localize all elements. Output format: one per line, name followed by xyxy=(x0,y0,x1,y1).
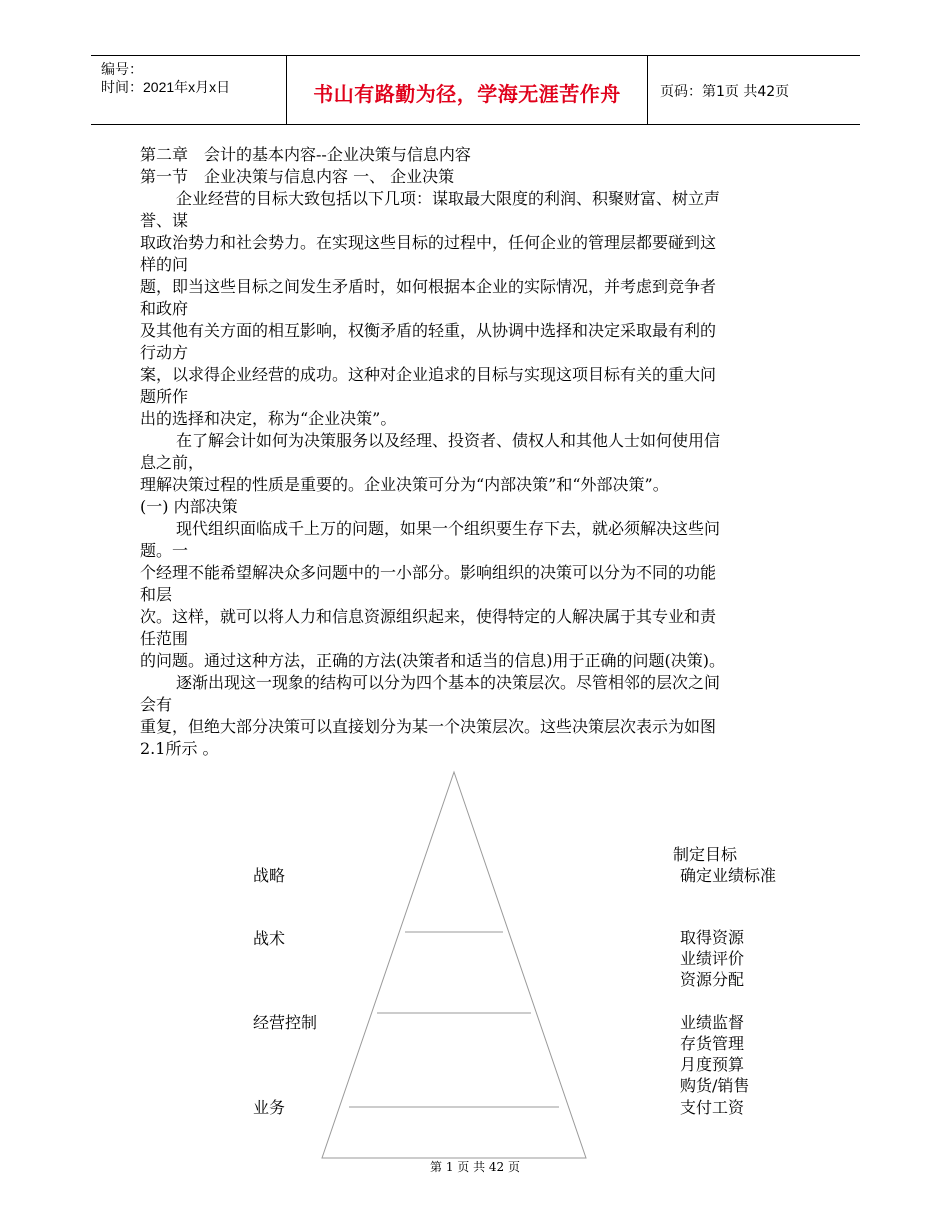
paragraph-line: 任范围 xyxy=(140,629,189,648)
paragraph-line: 现代组织面临成千上万的问题，如果一个组织要生存下去，就必须解决这些问 xyxy=(176,519,721,538)
paragraph-line: 次。这样，就可以将人力和信息资源组织起来，使得特定的人解决属于其专业和责 xyxy=(140,607,717,626)
page-info: 页码：第1页 共42页 xyxy=(660,84,790,100)
paragraph-line: 取政治势力和社会势力。在实现这些目标的过程中，任何企业的管理层都要碰到这 xyxy=(140,233,717,252)
level-label-operational-control: 经营控制 xyxy=(253,1013,318,1032)
pyramid-outline xyxy=(322,772,586,1158)
paragraph-line: 息之前， xyxy=(140,453,205,472)
level-item: 支付工资 xyxy=(680,1098,745,1117)
level-item: 购货/销售 xyxy=(680,1076,750,1095)
header-page-cell xyxy=(648,56,860,124)
level-item: 确定业绩标准 xyxy=(680,866,777,885)
motto-text: 书山有路勤为径，学海无涯苦作舟 xyxy=(313,82,621,106)
level-item: 存货管理 xyxy=(680,1034,745,1053)
paragraph-line: 和政府 xyxy=(140,299,189,318)
paragraph-line: 誉、谋 xyxy=(140,211,189,230)
subsection-title: (一) 内部决策 xyxy=(140,497,238,516)
paragraph-line: 个经理不能希望解决众多问题中的一小部分。影响组织的决策可以分为不同的功能 xyxy=(140,563,717,582)
time-label: 时间：2021年x月x日 xyxy=(101,79,231,95)
level-label-operations: 业务 xyxy=(253,1098,286,1117)
paragraph-line: 题所作 xyxy=(140,387,189,406)
paragraph-line: 出的选择和决定，称为“企业决策”。 xyxy=(140,409,397,428)
paragraph-line: 企业经营的目标大致包括以下几项：谋取最大限度的利润、积聚财富、树立声 xyxy=(176,189,721,208)
chapter-title: 第二章 会计的基本内容--企业决策与信息内容 xyxy=(140,145,471,164)
level-item: 制定目标 xyxy=(673,845,738,864)
paragraph-line: 重复，但绝大部分决策可以直接划分为某一个决策层次。这些决策层次表示为如图 xyxy=(140,717,717,736)
number-label: 编号： xyxy=(101,61,143,77)
header-motto-cell xyxy=(287,56,648,124)
decision-levels-diagram xyxy=(0,760,950,1180)
document-body xyxy=(140,144,820,760)
paragraph-line: 逐渐出现这一现象的结构可以分为四个基本的决策层次。尽管相邻的层次之间 xyxy=(176,673,721,692)
header-meta-cell xyxy=(91,56,287,124)
level-item: 资源分配 xyxy=(680,970,745,989)
section-title: 第一节 企业决策与信息内容 一、 企业决策 xyxy=(140,167,455,186)
page-footer: 第 1 页 共 42 页 xyxy=(430,1160,520,1174)
level-label-tactics: 战术 xyxy=(253,929,286,948)
paragraph-line: 理解决策过程的性质是重要的。企业决策可分为“内部决策”和“外部决策”。 xyxy=(140,475,669,494)
paragraph-line: 题，即当这些目标之间发生矛盾时，如何根据本企业的实际情况，并考虑到竞争者 xyxy=(140,277,717,296)
level-item: 月度预算 xyxy=(680,1055,745,1074)
paragraph-line: 案，以求得企业经营的成功。这种对企业追求的目标与实现这项目标有关的重大问 xyxy=(140,365,717,384)
level-item: 业绩评价 xyxy=(680,949,745,968)
paragraph-line: 和层 xyxy=(140,585,173,604)
pyramid-graphic xyxy=(0,760,950,1180)
document-header xyxy=(91,55,860,125)
paragraph-line: 2.1所示 。 xyxy=(140,739,219,758)
paragraph-line: 的问题。通过这种方法，正确的方法(决策者和适当的信息)用于正确的问题(决策)。 xyxy=(140,651,725,670)
level-item: 业绩监督 xyxy=(680,1013,745,1032)
paragraph-line: 题。一 xyxy=(140,541,189,560)
paragraph-line: 行动方 xyxy=(140,343,189,362)
level-label-strategy: 战略 xyxy=(253,866,286,885)
paragraph-line: 样的问 xyxy=(140,255,189,274)
paragraph-line: 在了解会计如何为决策服务以及经理、投资者、债权人和其他人士如何使用信 xyxy=(176,431,721,450)
paragraph-line: 会有 xyxy=(140,695,173,714)
level-item: 取得资源 xyxy=(680,928,745,947)
paragraph-line: 及其他有关方面的相互影响，权衡矛盾的轻重，从协调中选择和决定采取最有利的 xyxy=(140,321,717,340)
